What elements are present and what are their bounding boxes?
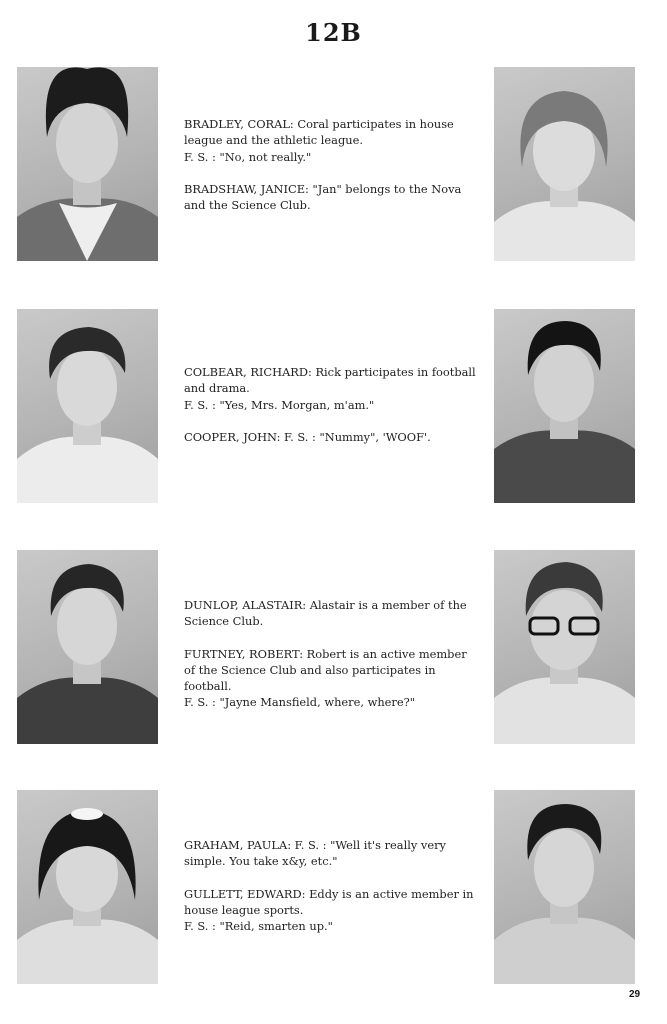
- student-entry-furtney: [184, 646, 479, 711]
- student-description: DUNLOP, ALASTAIR: Alastair is a member of the Science Club.: [184, 598, 467, 629]
- student-description: COLBEAR, RICHARD: Rick participates in football and drama.: [184, 365, 476, 396]
- student-photo-cooper: [494, 309, 635, 503]
- student-description: COOPER, JOHN: F. S. : "Nummy", 'WOOF'.: [184, 429, 431, 444]
- student-photo-graham: [17, 790, 158, 984]
- student-photo-furtney: [494, 550, 635, 744]
- student-entry-bradley: [184, 116, 479, 165]
- student-entry-gullett: [184, 886, 479, 935]
- student-description: FURTNEY, ROBERT: Robert is an active member of the Science Club and also participates in football.: [184, 646, 467, 694]
- student-favourite-saying: F. S. : "Jayne Mansfield, where, where?": [184, 695, 415, 710]
- student-text-group-3: [184, 597, 479, 727]
- student-text-group-1: [184, 116, 479, 229]
- student-photo-colbear: [17, 309, 158, 503]
- student-text-group-2: [184, 364, 479, 461]
- student-photo-bradley: [17, 67, 158, 261]
- student-favourite-saying: F. S. : "No, not really.": [184, 149, 312, 164]
- student-favourite-saying: F. S. : "Reid, smarten up.": [184, 919, 333, 934]
- student-entry-dunlop: [184, 597, 479, 630]
- student-text-group-4: [184, 837, 479, 950]
- page-title: 12B: [305, 18, 362, 47]
- student-entry-colbear: [184, 364, 479, 413]
- page-number: 29: [629, 989, 641, 1000]
- student-entry-graham: [184, 837, 479, 870]
- student-description: BRADLEY, CORAL: Coral participates in house league and the athletic league.: [184, 117, 454, 148]
- student-description: GRAHAM, PAULA: F. S. : "Well it's really very simple. You take x&y, etc.": [184, 838, 446, 869]
- student-photo-bradshaw: [494, 67, 635, 261]
- student-photo-gullett: [494, 790, 635, 984]
- student-entry-bradshaw: [184, 181, 479, 214]
- student-entry-cooper: [184, 429, 479, 445]
- student-description: GULLETT, EDWARD: Eddy is an active member in house league sports.: [184, 886, 474, 917]
- student-photo-dunlop: [17, 550, 158, 744]
- student-favourite-saying: F. S. : "Yes, Mrs. Morgan, m'am.": [184, 397, 375, 412]
- student-description: BRADSHAW, JANICE: "Jan" belongs to the Nova and the Science Club.: [184, 181, 462, 213]
